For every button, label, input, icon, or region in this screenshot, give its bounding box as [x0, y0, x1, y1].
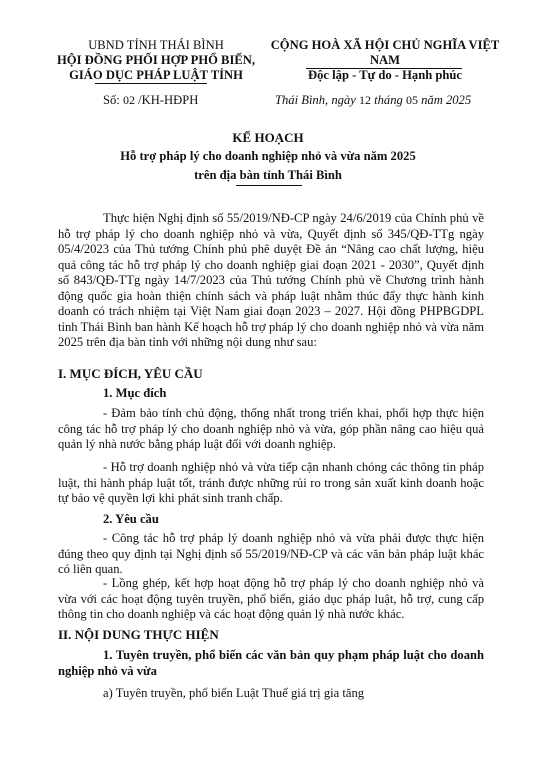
- item-a: a) Tuyên truyền, phổ biến Luật Thuế giá trị gia tăng: [103, 686, 365, 700]
- subheading-purpose: 1. Mục đích: [103, 386, 167, 400]
- authority-underline: [95, 83, 207, 84]
- motto-underline: [306, 68, 462, 69]
- document-subtitle: trên địa bàn tỉnh Thái Bình: [194, 168, 342, 182]
- item-heading-1: 1. Tuyên truyền, phổ biến các văn bản quy phạm pháp luật cho doanh nghiệp nhỏ và vừa: [58, 648, 484, 678]
- authority-line-3: GIÁO DỤC PHÁP LUẬT TỈNH: [69, 68, 243, 82]
- date-line: [275, 93, 471, 108]
- motto: Độc lập - Tự do - Hạnh phúc: [308, 68, 462, 82]
- paragraph-purpose-1: - Đảm bảo tính chủ động, thống nhất trong triển khai, phối hợp thực hiện công tác hỗ trợ pháp lý cho doanh nghiệp nhỏ và vừa, góp phần nâng cao hiệu quả quản lý nhà nước bằng pháp luật đối với doanh nghiệp.: [58, 406, 484, 451]
- doc-number-prefix: Số:: [103, 93, 120, 107]
- section-heading-2: II. NỘI DUNG THỰC HIỆN: [58, 627, 219, 642]
- national-motto-block: [262, 38, 508, 83]
- paragraph-requirement-2: - Lồng ghép, kết hợp hoạt động hỗ trợ pháp lý cho doanh nghiệp nhỏ và vừa với các hoạt động tuyên truyền, phổ biến, giáo dục pháp luật, hỗ trợ, cung cấp thông tin cho doanh nghiệp và các hoạt động quản lý nhà nước khác.: [58, 576, 484, 621]
- date-place: Thái Bình, ngày: [275, 93, 356, 107]
- authority-line-1: UBND TỈNH THÁI BÌNH: [88, 38, 224, 52]
- date-month: 05: [405, 93, 418, 107]
- document-title: Hỗ trợ pháp lý cho doanh nghiệp nhỏ và vừa năm 2025: [120, 149, 416, 163]
- doc-number-suffix: /KH-HĐPH: [138, 93, 199, 107]
- authority-line-2: HỘI ĐỒNG PHỐI HỢP PHỔ BIẾN,: [56, 53, 256, 67]
- section-heading-1: I. MỤC ĐÍCH, YÊU CẦU: [58, 366, 203, 381]
- document-type: KẾ HOẠCH: [232, 130, 304, 145]
- date-year: năm 2025: [421, 93, 472, 107]
- date-day: 12: [358, 93, 371, 107]
- paragraph-requirement-1: - Công tác hỗ trợ pháp lý doanh nghiệp nhỏ và vừa phải được thực hiện đúng theo quy định tại Nghị định số 55/2019/NĐ-CP và các văn bản pháp luật khác có liên quan.: [58, 531, 484, 576]
- date-month-label: tháng: [374, 93, 403, 107]
- country-name: CỘNG HOÀ XÃ HỘI CHỦ NGHĨA VIỆT NAM: [270, 38, 500, 67]
- issuing-authority-block: [40, 38, 272, 83]
- paragraph-purpose-2: - Hỗ trợ doanh nghiệp nhỏ và vừa tiếp cận nhanh chóng các thông tin pháp luật, thi hành pháp luật tốt, tránh được những rủi ro trong sản xuất kinh doanh hoặc tự bảo vệ quyền lợi khi phát sinh tranh chấp.: [58, 460, 484, 505]
- subheading-requirements: 2. Yêu cầu: [103, 512, 159, 526]
- intro-paragraph: Thực hiện Nghị định số 55/2019/NĐ-CP ngày 24/6/2019 của Chính phủ về hỗ trợ pháp lý cho doanh nghiệp nhỏ và vừa, Quyết định số 345/QĐ-TTg ngày 05/4/2023 của Thủ tướng Chính phủ phê duyệt Đề án “Nâng cao chất lượng, hiệu quả công tác hỗ trợ pháp lý cho doanh nghiệp giai đoạn 2021 - 2030”, Quyết định số 843/QĐ-TTg ngày 14/7/2023 của Thủ tướng Chính phủ về Chương trình hành động quốc gia hoàn thiện chính sách và pháp luật nhằm thúc đẩy thực hành kinh doanh có trách nhiệm tại Việt Nam giai đoạn 2023 – 2027. Hội đồng PHPBGDPL tỉnh Thái Bình ban hành Kế hoạch hỗ trợ pháp lý cho doanh nghiệp nhỏ và vừa năm 2025 trên địa bàn tỉnh với những nội dung như sau:: [58, 211, 484, 349]
- title-underline: [236, 185, 302, 186]
- document-number: [103, 93, 198, 108]
- doc-number-value: 02: [122, 93, 135, 107]
